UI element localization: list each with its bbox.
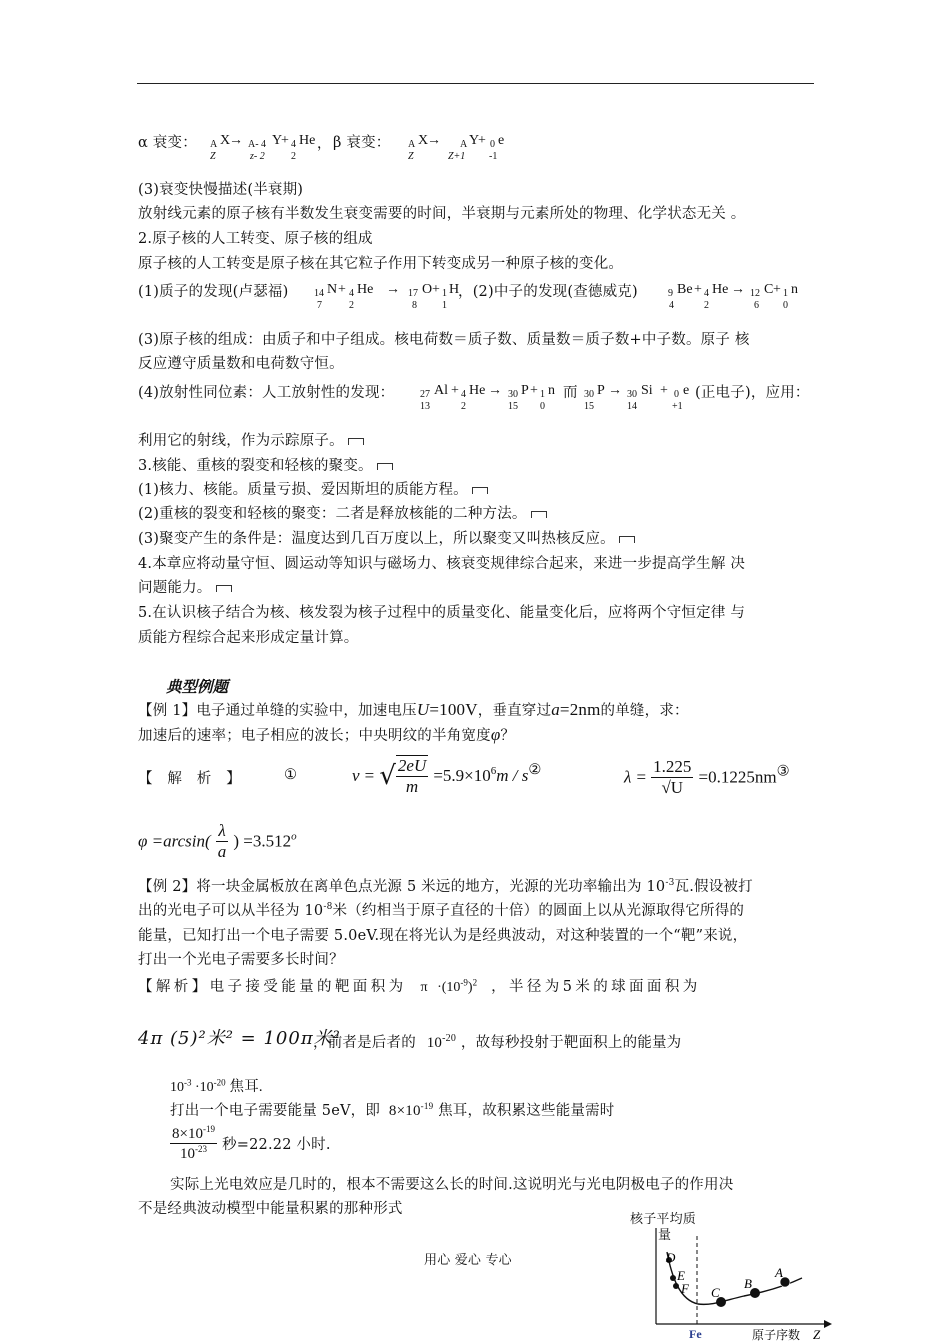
point-f <box>673 1283 679 1289</box>
figure-ylabel: 核子平均质 <box>630 1212 697 1227</box>
label-c: C <box>711 1285 720 1300</box>
wavelength-formula: λ = $\frac{1.225}{√U}$ =0.1225nm③ <box>624 757 790 797</box>
label-fe: Fe <box>689 1327 702 1341</box>
label-f: F <box>681 1281 689 1296</box>
solution-text: ，前者是后者的 $10^{-20}$ ，故每秒投射于靶面积上的能量为 <box>313 1033 682 1051</box>
label-b: B <box>744 1276 752 1291</box>
text-line: (正电子)，应用： <box>695 385 810 401</box>
analysis-label: 【 解 析 】 <box>138 771 241 787</box>
circled-number: ① <box>284 767 298 783</box>
x-axis-variable: Z <box>813 1327 821 1342</box>
time-fraction: $\frac{8\times 10^{-19}}{10^{-23}}$ 秒=22.22 小时. <box>172 1124 331 1162</box>
text-line: (1)核力、核能。质量亏损、爱因斯坦的质能方程。 <box>138 478 488 499</box>
solution-text: 不是经典波动模型中能量积累的那种形式 <box>138 1201 403 1217</box>
example1-question-2: 加速后的速率；电子相应的波长；中央明纹的半角宽度φ？ <box>138 725 516 744</box>
section-title: 典型例题 <box>166 678 229 696</box>
text-line: (1)质子的发现(卢瑟福) <box>138 284 289 300</box>
text-line: (3)原子核的组成：由质子和中子组成。核电荷数＝质子数、质量数＝质子数+中子数。原子 核 <box>138 332 750 348</box>
page-footer: 用心 爱心 专心 <box>424 1253 512 1268</box>
beta-decay-label: β 衰变： <box>333 135 391 151</box>
example2-text: 【例 2】将一块金属板放在离单色点光源 5 米远的地方，光源的光功率输出为 $10^{-3}$瓦.假设被打 <box>138 878 753 895</box>
text-line: ，(2)中子的发现(查德威克) <box>458 284 638 300</box>
energy-expression: $10^{-3} \cdot 10^{-20}$ 焦耳. <box>170 1077 263 1095</box>
text-line: (2)重核的裂变和轻核的聚变：二者是释放核能的二种方法。 <box>138 502 547 523</box>
velocity-formula: v = √ $\frac{2eU}{m}$ $=5.9\times 10^6m / s^②$ <box>352 756 542 796</box>
text-line: 3.核能、重核的裂变和轻核的聚变。 <box>138 454 393 475</box>
positron-emission-equation: 30 15 P → 30 14 Si + 0 +1 e <box>584 383 690 412</box>
text-line: (3)衰变快慢描述(半衰期) <box>138 182 304 198</box>
text-line: 2.原子核的人工转变、原子核的组成 <box>138 231 373 247</box>
half-angle-formula: φ =arcsin( $\frac{\lambda}{a}$ ) $=3.512^o$ <box>138 821 297 861</box>
x-axis-label: 原子序数 <box>752 1328 801 1342</box>
text-line: 质能方程综合起来形成定量计算。 <box>138 630 359 646</box>
beta-decay-equation: A Z X → A Z+1 Y + 0 -1 e <box>408 133 505 162</box>
x-axis-arrow <box>824 1320 832 1328</box>
example2-text: 能量，已知打出一个电子需要 5.0eV.现在将光认为是经典波动，对这种装置的一个“靶”来说， <box>138 928 748 944</box>
text-line: 5.在认识核子结合为核、核发裂为核子过程中的质量变化、能量变化后，应将两个守恒定律 与 <box>138 605 746 621</box>
handwritten-area-formula: 4π (5)²米² = 100π米² <box>138 1028 341 1049</box>
text-line: 原子核的人工转变是原子核在其它粒子作用下转变成另一种原子核的变化。 <box>138 256 624 272</box>
label-e: E <box>677 1268 685 1283</box>
header-rule <box>137 83 814 84</box>
text-line: 4.本章应将动量守恒、圆运动等知识与磁场力、核衰变规律综合起来，来进一步提高学生解 决 <box>138 556 746 572</box>
text-line: 反应遵守质量数和电荷数守恒。 <box>138 356 344 372</box>
solution-text: 实际上光电效应是几时的，根本不需要这么长的时间.这说明光与光电阴极电子的作用决 <box>170 1177 734 1193</box>
example2-text: 打出一个光电子需要多长时间？ <box>138 952 344 968</box>
label-d: D <box>666 1250 676 1265</box>
text-line: (4)放射性同位素：人工放射性的发现： <box>138 385 395 401</box>
artificial-radioactivity-equation: 27 13 Al + 4 2 He → 30 15 P + 1 0 n <box>420 383 555 412</box>
solution-text: 【解析】电子接受能量的靶面积为 $\pi \cdot(10^{-9})^2$ ，半径为5米的球面面积为 <box>138 977 701 995</box>
text-line: 利用它的射线，作为示踪原子。 <box>138 429 364 450</box>
example1-question: 【例 1】电子通过单缝的实验中，加速电压U=100V，垂直穿过a=2nm的单缝，求： <box>138 700 689 719</box>
text-line: 问题能力。 <box>138 576 232 597</box>
solution-text: 打出一个电子需要能量 5eV，即 $8\times 10^{-19}$ 焦耳，故积累这些能量需时 <box>170 1101 615 1119</box>
binding-energy-curve <box>640 1220 840 1344</box>
text-line: 放射线元素的原子核有半数发生衰变需要的时间，半衰期与元素所处的物理、化学状态无关 。 <box>138 206 746 222</box>
point-e <box>670 1275 676 1281</box>
alpha-decay-label: α 衰变： <box>138 135 197 151</box>
figure-ylabel: 量 <box>658 1228 672 1243</box>
label-a: A <box>775 1265 783 1280</box>
neutron-discovery-equation: 9 4 Be + 4 2 He → 12 6 C + 1 0 n <box>668 282 798 311</box>
alpha-decay-equation: A Z X → A- 4 z- 2 Y + 4 2 He ， <box>210 133 331 162</box>
proton-discovery-equation: 14 7 N + 4 2 He → 17 8 O + 1 1 H <box>314 282 460 311</box>
text-line: (3)聚变产生的条件是：温度达到几百万度以上，所以聚变又叫热核反应。 <box>138 527 635 548</box>
example2-text: 出的光电子可以从半径为 $10^{-8}$米（约相当于原子直径的十倍）的圆面上以从光源取得它所得的 <box>138 902 745 919</box>
text-line: 而 <box>563 385 578 401</box>
